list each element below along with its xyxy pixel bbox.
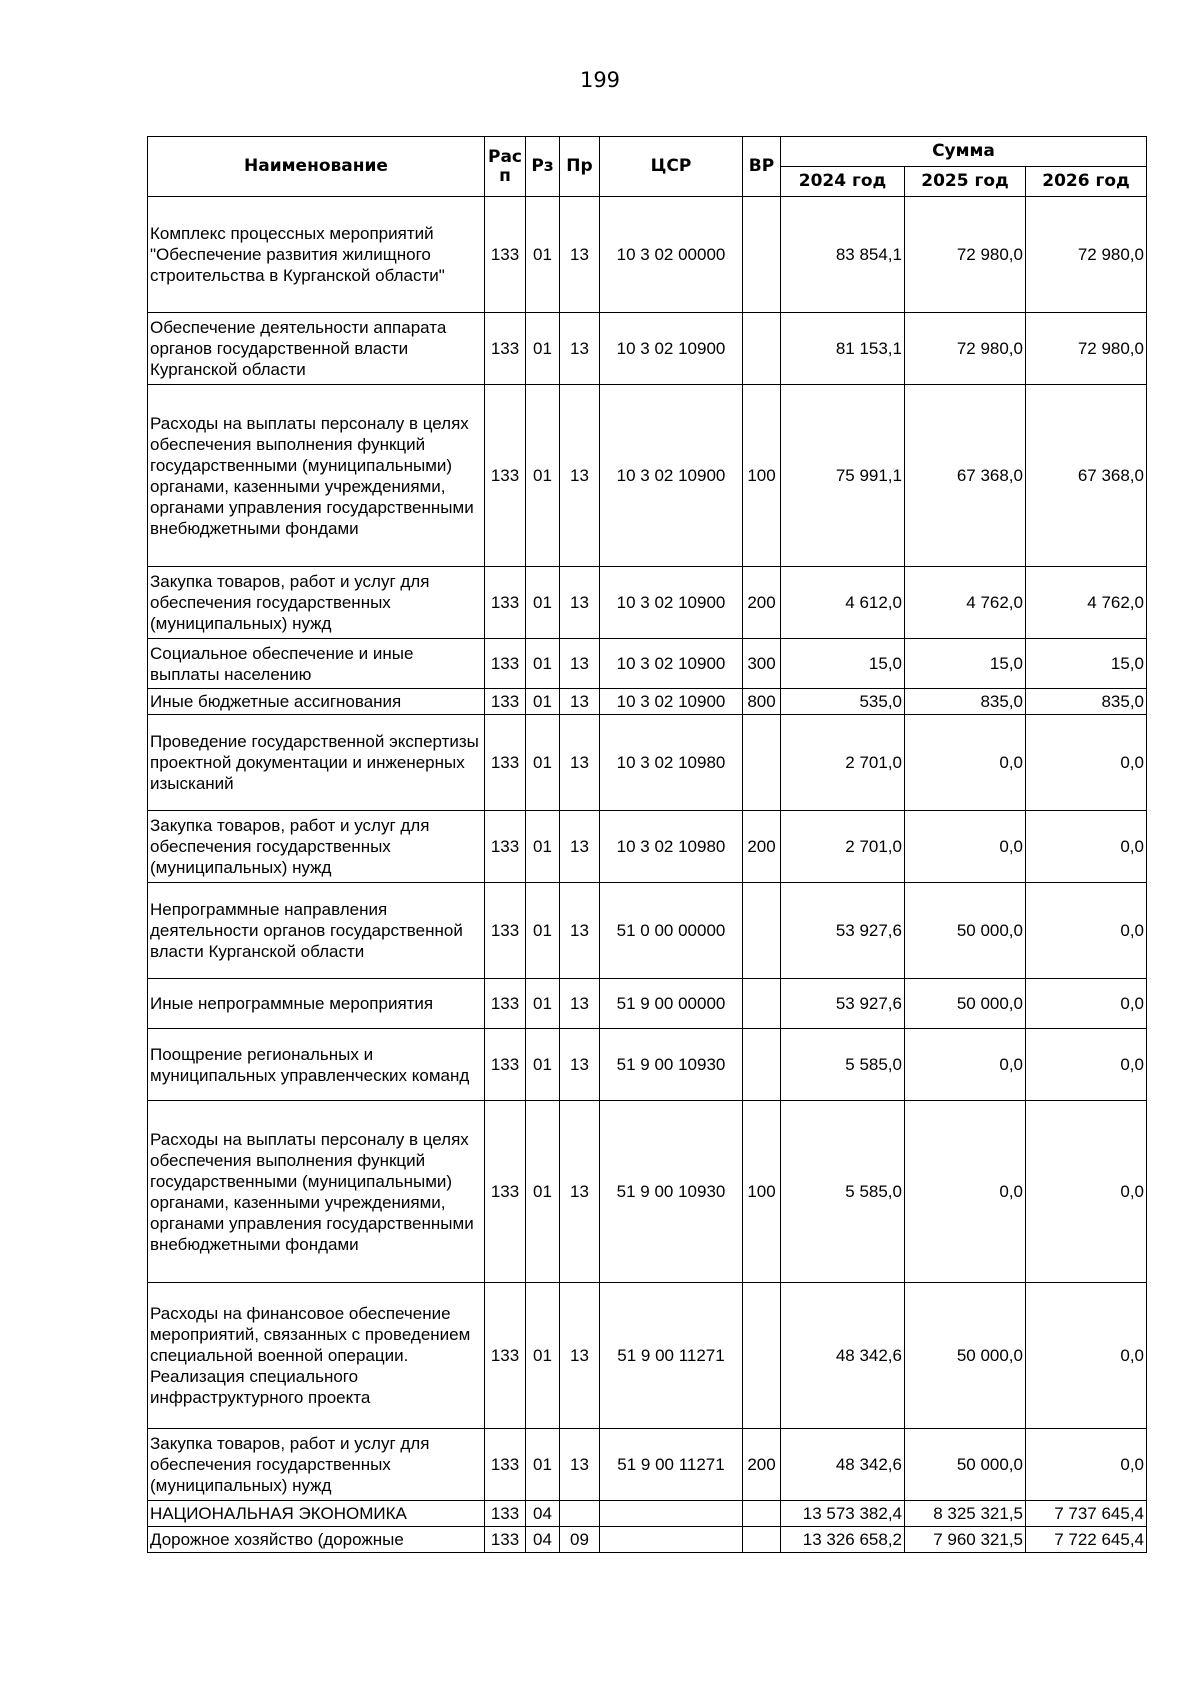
row-sum-2026: 0,0	[1026, 883, 1147, 979]
row-name: Иные непрограммные мероприятия	[148, 979, 485, 1029]
row-name: Расходы на выплаты персоналу в целях обеспечения выполнения функций государственными (муниципальными) органами, казенными учреждениями, органами управления государственными внебюджетными фондами	[148, 1101, 485, 1283]
header-2026: 2026 год	[1026, 167, 1147, 197]
row-name: Социальное обеспечение и иные выплаты населению	[148, 639, 485, 689]
row-pr: 13	[560, 197, 600, 313]
row-csr: 10 3 02 10900	[600, 639, 743, 689]
table-row	[148, 979, 1147, 1029]
table-row	[148, 1101, 1147, 1283]
row-rz: 01	[526, 689, 560, 715]
header-csr: ЦСР	[600, 137, 743, 197]
row-rz: 01	[526, 639, 560, 689]
row-name: Обеспечение деятельности аппарата органов государственной власти Курганской области	[148, 313, 485, 385]
row-sum-2024: 53 927,6	[781, 883, 905, 979]
row-sum-2025: 0,0	[905, 811, 1026, 883]
row-vr: 300	[743, 639, 781, 689]
row-sum-2026: 0,0	[1026, 979, 1147, 1029]
row-sum-2026: 7 737 645,4	[1026, 1501, 1147, 1527]
row-pr: 13	[560, 715, 600, 811]
row-rz: 01	[526, 1101, 560, 1283]
row-rasp: 133	[485, 1101, 526, 1283]
row-name: Непрограммные направления деятельности органов государственной власти Курганской области	[148, 883, 485, 979]
row-sum-2025: 72 980,0	[905, 197, 1026, 313]
row-pr: 13	[560, 313, 600, 385]
row-csr: 10 3 02 10900	[600, 313, 743, 385]
row-vr	[743, 1283, 781, 1429]
row-pr: 13	[560, 385, 600, 567]
table-row	[148, 1527, 1147, 1553]
header-pr: Пр	[560, 137, 600, 197]
row-sum-2026: 0,0	[1026, 811, 1147, 883]
row-sum-2024: 2 701,0	[781, 715, 905, 811]
row-vr: 100	[743, 385, 781, 567]
row-rz: 04	[526, 1501, 560, 1527]
row-vr	[743, 1527, 781, 1553]
row-sum-2026: 7 722 645,4	[1026, 1527, 1147, 1553]
row-sum-2025: 50 000,0	[905, 1283, 1026, 1429]
row-pr: 13	[560, 1429, 600, 1501]
header-rz: Рз	[526, 137, 560, 197]
row-name: Закупка товаров, работ и услуг для обеспечения государственных (муниципальных) нужд	[148, 567, 485, 639]
row-rz: 01	[526, 313, 560, 385]
row-vr	[743, 197, 781, 313]
row-csr	[600, 1501, 743, 1527]
row-rasp: 133	[485, 811, 526, 883]
row-rz: 01	[526, 197, 560, 313]
row-csr: 10 3 02 10980	[600, 811, 743, 883]
row-sum-2026: 72 980,0	[1026, 197, 1147, 313]
table-row	[148, 197, 1147, 313]
row-rasp: 133	[485, 715, 526, 811]
row-vr	[743, 883, 781, 979]
row-pr: 13	[560, 689, 600, 715]
row-sum-2025: 7 960 321,5	[905, 1527, 1026, 1553]
row-vr: 200	[743, 811, 781, 883]
header-rasp: Рас п	[485, 137, 526, 197]
row-sum-2026: 0,0	[1026, 1101, 1147, 1283]
row-sum-2024: 15,0	[781, 639, 905, 689]
row-csr: 10 3 02 10900	[600, 567, 743, 639]
row-rasp: 133	[485, 689, 526, 715]
row-pr: 13	[560, 1029, 600, 1101]
row-name: Расходы на выплаты персоналу в целях обеспечения выполнения функций государственными (муниципальными) органами, казенными учреждениями, органами управления государственными внебюджетными фондами	[148, 385, 485, 567]
row-sum-2024: 5 585,0	[781, 1101, 905, 1283]
row-csr: 51 9 00 00000	[600, 979, 743, 1029]
table-row	[148, 313, 1147, 385]
row-sum-2025: 72 980,0	[905, 313, 1026, 385]
row-sum-2026: 835,0	[1026, 689, 1147, 715]
row-vr: 200	[743, 567, 781, 639]
row-sum-2025: 50 000,0	[905, 1429, 1026, 1501]
row-rasp: 133	[485, 313, 526, 385]
table-row	[148, 715, 1147, 811]
row-pr: 13	[560, 567, 600, 639]
row-sum-2025: 50 000,0	[905, 883, 1026, 979]
row-csr: 51 9 00 10930	[600, 1101, 743, 1283]
row-sum-2024: 48 342,6	[781, 1283, 905, 1429]
row-rz: 01	[526, 1283, 560, 1429]
row-csr: 10 3 02 10980	[600, 715, 743, 811]
table-row	[148, 385, 1147, 567]
row-sum-2026: 0,0	[1026, 715, 1147, 811]
row-sum-2025: 67 368,0	[905, 385, 1026, 567]
row-sum-2024: 535,0	[781, 689, 905, 715]
row-pr: 13	[560, 811, 600, 883]
row-name: Расходы на финансовое обеспечение мероприятий, связанных с проведением специальной военной операции. Реализация специального инфраструктурного проекта	[148, 1283, 485, 1429]
row-rasp: 133	[485, 883, 526, 979]
page-number: 199	[579, 68, 621, 92]
header-name: Наименование	[148, 137, 485, 197]
row-name: Дорожное хозяйство (дорожные	[148, 1527, 485, 1553]
row-rz: 01	[526, 385, 560, 567]
row-rasp: 133	[485, 1527, 526, 1553]
row-vr	[743, 715, 781, 811]
row-pr	[560, 1501, 600, 1527]
row-rasp: 133	[485, 1429, 526, 1501]
row-name: Иные бюджетные ассигнования	[148, 689, 485, 715]
row-rz: 01	[526, 1029, 560, 1101]
row-sum-2025: 15,0	[905, 639, 1026, 689]
row-csr: 51 9 00 11271	[600, 1283, 743, 1429]
row-rasp: 133	[485, 385, 526, 567]
row-sum-2024: 13 573 382,4	[781, 1501, 905, 1527]
row-vr: 100	[743, 1101, 781, 1283]
row-sum-2025: 835,0	[905, 689, 1026, 715]
row-sum-2026: 4 762,0	[1026, 567, 1147, 639]
row-sum-2024: 48 342,6	[781, 1429, 905, 1501]
row-sum-2026: 0,0	[1026, 1283, 1147, 1429]
row-name: Проведение государственной экспертизы проектной документации и инженерных изысканий	[148, 715, 485, 811]
row-sum-2025: 8 325 321,5	[905, 1501, 1026, 1527]
row-pr: 09	[560, 1527, 600, 1553]
row-sum-2024: 81 153,1	[781, 313, 905, 385]
table-row	[148, 639, 1147, 689]
row-vr	[743, 313, 781, 385]
row-pr: 13	[560, 1283, 600, 1429]
table-body	[148, 197, 1147, 1553]
row-sum-2024: 83 854,1	[781, 197, 905, 313]
row-name: Комплекс процессных мероприятий "Обеспечение развития жилищного строительства в Курганской области"	[148, 197, 485, 313]
row-csr: 10 3 02 10900	[600, 689, 743, 715]
row-rasp: 133	[485, 1501, 526, 1527]
row-sum-2024: 5 585,0	[781, 1029, 905, 1101]
row-sum-2026: 0,0	[1026, 1029, 1147, 1101]
row-csr: 10 3 02 10900	[600, 385, 743, 567]
row-vr: 200	[743, 1429, 781, 1501]
row-name: Закупка товаров, работ и услуг для обеспечения государственных (муниципальных) нужд	[148, 811, 485, 883]
header-2024: 2024 год	[781, 167, 905, 197]
budget-table	[147, 136, 1147, 1553]
row-pr: 13	[560, 1101, 600, 1283]
row-sum-2024: 53 927,6	[781, 979, 905, 1029]
table-row	[148, 1283, 1147, 1429]
row-rz: 01	[526, 1429, 560, 1501]
row-sum-2026: 15,0	[1026, 639, 1147, 689]
row-sum-2026: 67 368,0	[1026, 385, 1147, 567]
row-sum-2024: 75 991,1	[781, 385, 905, 567]
row-name: НАЦИОНАЛЬНАЯ ЭКОНОМИКА	[148, 1501, 485, 1527]
row-rasp: 133	[485, 197, 526, 313]
table-row	[148, 883, 1147, 979]
row-sum-2026: 0,0	[1026, 1429, 1147, 1501]
row-csr: 51 9 00 11271	[600, 1429, 743, 1501]
row-vr: 800	[743, 689, 781, 715]
row-rz: 01	[526, 811, 560, 883]
row-rasp: 133	[485, 1029, 526, 1101]
row-sum-2024: 2 701,0	[781, 811, 905, 883]
row-rasp: 133	[485, 567, 526, 639]
row-rz: 01	[526, 567, 560, 639]
row-rasp: 133	[485, 639, 526, 689]
header-2025: 2025 год	[905, 167, 1026, 197]
row-sum-2025: 50 000,0	[905, 979, 1026, 1029]
row-vr	[743, 1029, 781, 1101]
table-row	[148, 567, 1147, 639]
row-pr: 13	[560, 883, 600, 979]
row-vr	[743, 1501, 781, 1527]
table-row	[148, 689, 1147, 715]
row-csr: 10 3 02 00000	[600, 197, 743, 313]
row-vr	[743, 979, 781, 1029]
row-name: Закупка товаров, работ и услуг для обеспечения государственных (муниципальных) нужд	[148, 1429, 485, 1501]
row-rz: 04	[526, 1527, 560, 1553]
row-sum-2025: 0,0	[905, 1101, 1026, 1283]
row-csr	[600, 1527, 743, 1553]
row-sum-2024: 13 326 658,2	[781, 1527, 905, 1553]
row-sum-2025: 0,0	[905, 1029, 1026, 1101]
row-rasp: 133	[485, 979, 526, 1029]
row-sum-2024: 4 612,0	[781, 567, 905, 639]
header-vr: ВР	[743, 137, 781, 197]
table-row	[148, 1429, 1147, 1501]
row-name: Поощрение региональных и муниципальных управленческих команд	[148, 1029, 485, 1101]
row-pr: 13	[560, 979, 600, 1029]
table-row	[148, 811, 1147, 883]
table-row	[148, 1501, 1147, 1527]
row-sum-2025: 0,0	[905, 715, 1026, 811]
table-row	[148, 1029, 1147, 1101]
row-rz: 01	[526, 715, 560, 811]
row-sum-2026: 72 980,0	[1026, 313, 1147, 385]
row-csr: 51 0 00 00000	[600, 883, 743, 979]
row-rasp: 133	[485, 1283, 526, 1429]
row-pr: 13	[560, 639, 600, 689]
row-csr: 51 9 00 10930	[600, 1029, 743, 1101]
header-sum: Сумма	[781, 137, 1147, 167]
row-rz: 01	[526, 883, 560, 979]
row-rz: 01	[526, 979, 560, 1029]
row-sum-2025: 4 762,0	[905, 567, 1026, 639]
